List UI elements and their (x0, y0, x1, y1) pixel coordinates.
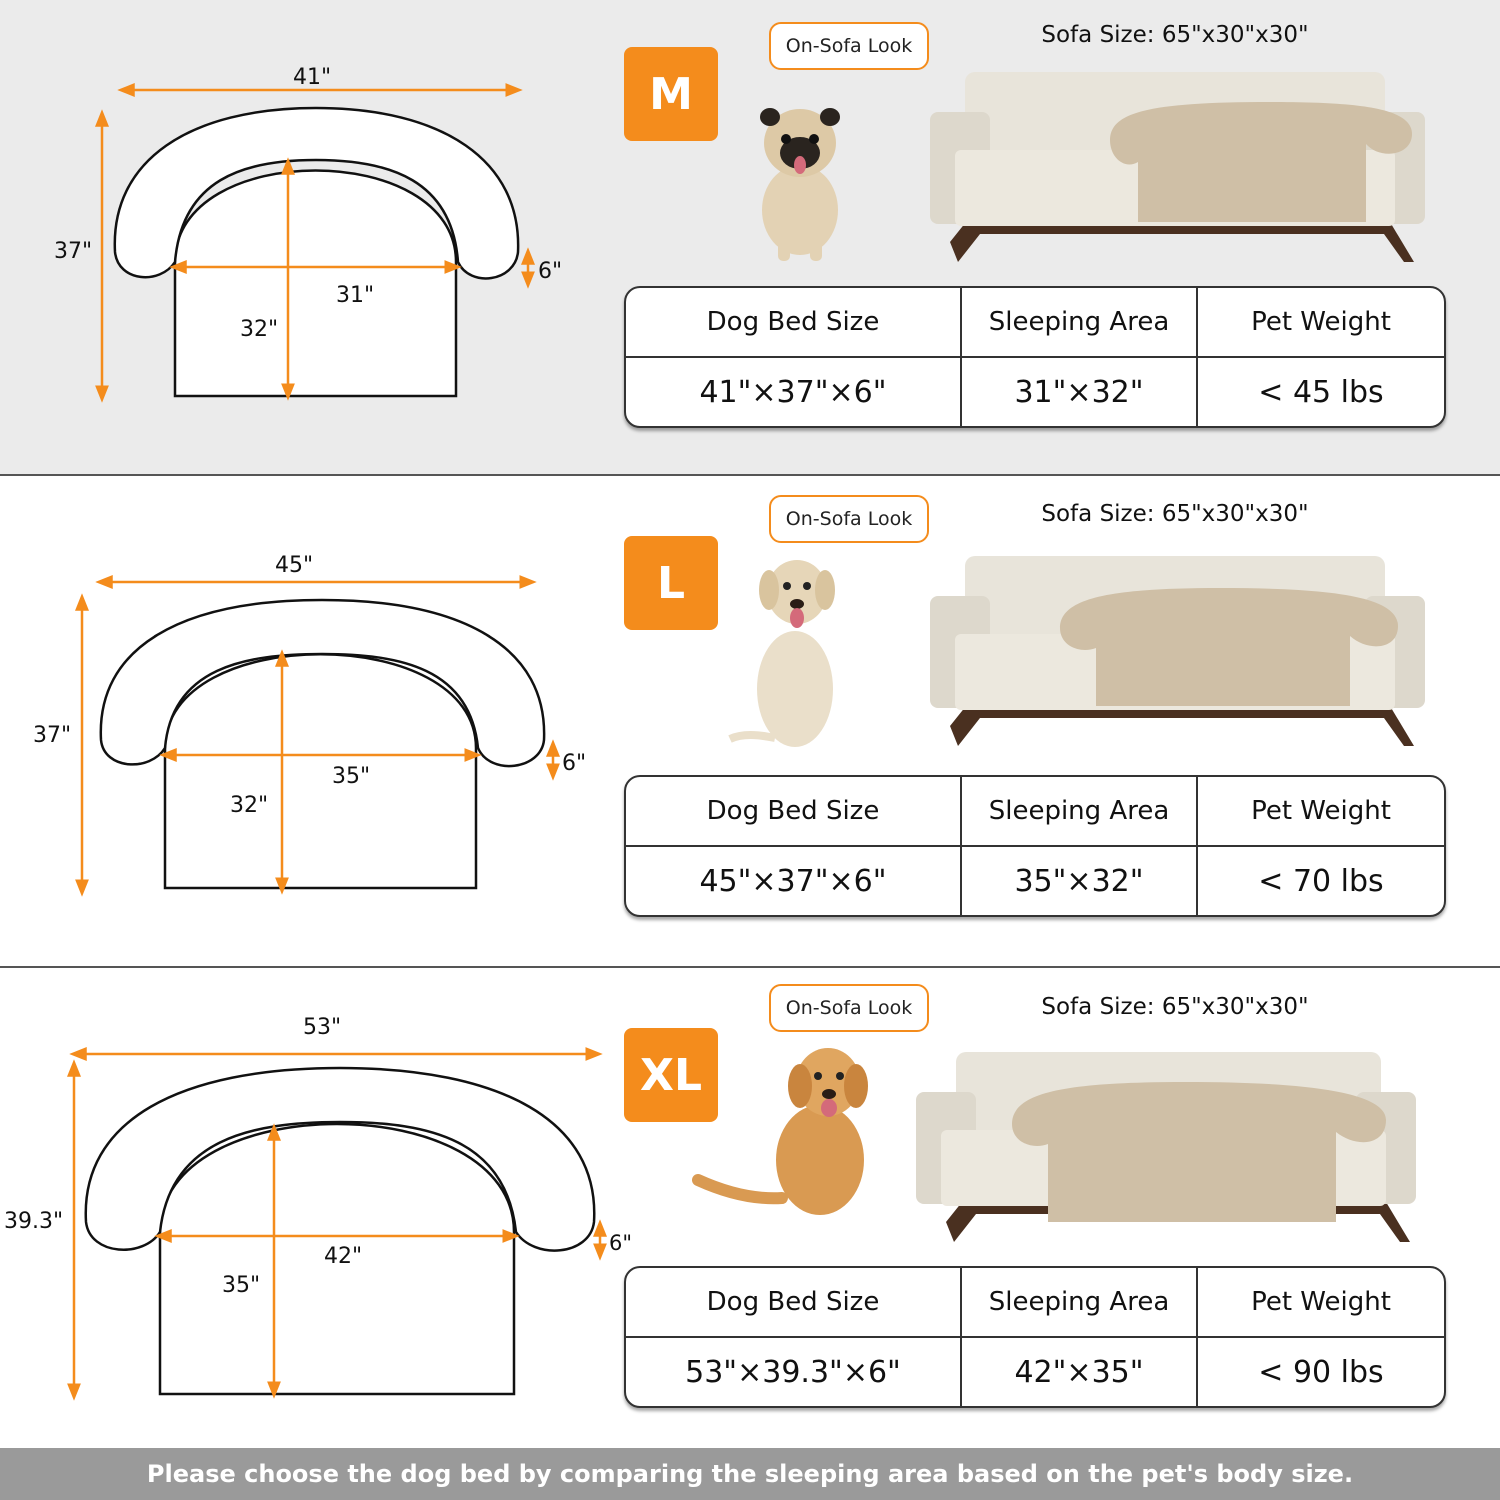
dim-height: 6" (562, 751, 587, 776)
value-pet-weight: < 90 lbs (1258, 1354, 1384, 1390)
dim-width: 45" (275, 553, 314, 578)
spec-table-xl (624, 1266, 1446, 1408)
value-pet-weight: < 70 lbs (1258, 863, 1384, 899)
bed-diagram-xl (0, 970, 633, 1448)
size-panel-m (0, 0, 1500, 476)
dim-depth: 37" (33, 723, 72, 748)
dim-inner-depth: 32" (240, 317, 279, 342)
header-pet-weight: Pet Weight (1198, 1268, 1444, 1338)
size-badge-l: L (624, 536, 718, 630)
header-dog-bed-size: Dog Bed Size (626, 288, 962, 358)
size-panel-xl (0, 970, 1500, 1448)
dim-inner-width: 31" (336, 283, 375, 308)
value-dog-bed-size: 53"×39.3"×6" (626, 1338, 962, 1406)
header-dog-bed-size: Dog Bed Size (626, 1268, 962, 1338)
labrador-icon (725, 554, 855, 754)
sofa-with-bed-image (916, 1052, 1426, 1247)
sofa-size-label: Sofa Size: 65"x30"x30" (1041, 501, 1309, 527)
value-sleeping-area: 35"×32" (962, 847, 1198, 915)
on-sofa-look-tag: On-Sofa Look (769, 984, 929, 1032)
header-pet-weight: Pet Weight (1198, 777, 1444, 847)
size-badge-xl: XL (624, 1028, 718, 1122)
header-sleeping-area: Sleeping Area (962, 1268, 1198, 1338)
footer-note: Please choose the dog bed by comparing the sleeping area based on the pet's body size. (0, 1448, 1500, 1500)
dim-inner-depth: 35" (222, 1273, 261, 1298)
dim-depth: 37" (54, 239, 93, 264)
dim-inner-depth: 32" (230, 793, 269, 818)
dim-inner-width: 42" (324, 1244, 363, 1269)
bed-diagram-l (0, 478, 610, 966)
value-sleeping-area: 42"×35" (962, 1338, 1198, 1406)
dim-width: 41" (293, 65, 332, 90)
dim-depth: 39.3" (4, 1209, 64, 1234)
sofa-size-label: Sofa Size: 65"x30"x30" (1041, 994, 1309, 1020)
header-pet-weight: Pet Weight (1198, 288, 1444, 358)
size-panel-l (0, 478, 1500, 968)
dim-height: 6" (609, 1231, 633, 1255)
header-sleeping-area: Sleeping Area (962, 288, 1198, 358)
spec-table-l (624, 775, 1446, 917)
dim-width: 53" (303, 1015, 342, 1040)
value-pet-weight: < 45 lbs (1258, 374, 1384, 410)
golden-retriever-icon (690, 1040, 880, 1220)
sofa-with-bed-image (920, 72, 1430, 267)
size-badge-m: M (624, 47, 718, 141)
dim-height: 6" (538, 259, 563, 284)
sofa-size-label: Sofa Size: 65"x30"x30" (1041, 22, 1309, 48)
dim-inner-width: 35" (332, 764, 371, 789)
value-dog-bed-size: 41"×37"×6" (626, 358, 962, 426)
spec-table-m (624, 286, 1446, 428)
pug-icon (740, 95, 860, 265)
header-sleeping-area: Sleeping Area (962, 777, 1198, 847)
sofa-with-bed-image (920, 556, 1430, 751)
on-sofa-look-tag: On-Sofa Look (769, 22, 929, 70)
on-sofa-look-tag: On-Sofa Look (769, 495, 929, 543)
value-dog-bed-size: 45"×37"×6" (626, 847, 962, 915)
bed-diagram-m (0, 0, 610, 474)
bed-outline (175, 171, 456, 397)
value-sleeping-area: 31"×32" (962, 358, 1198, 426)
header-dog-bed-size: Dog Bed Size (626, 777, 962, 847)
bed-outline (165, 654, 476, 888)
